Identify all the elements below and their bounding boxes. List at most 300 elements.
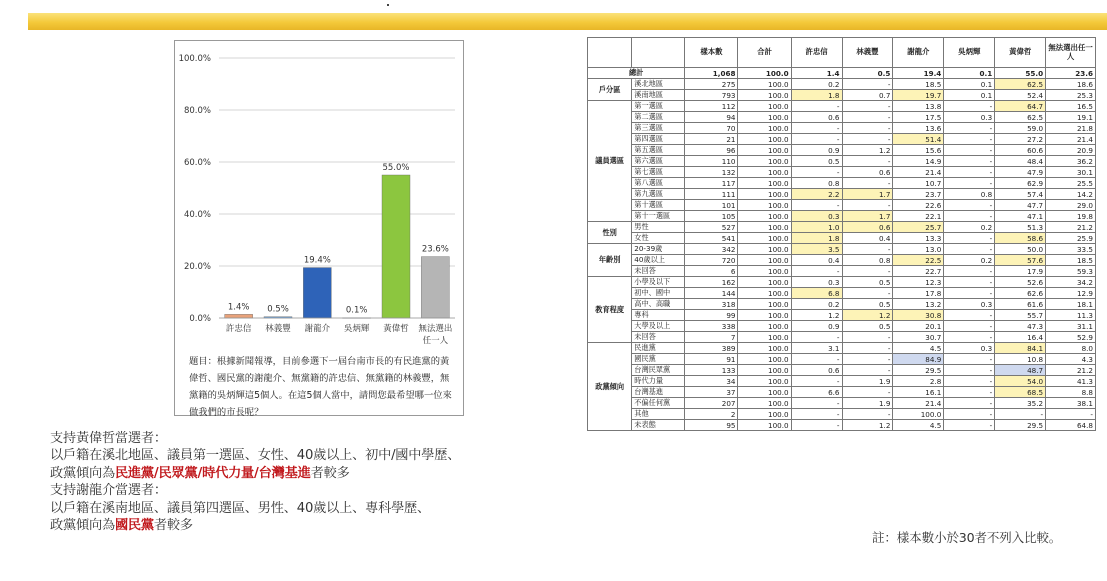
table-row <box>588 112 1096 123</box>
table-cell: 2.2 <box>791 189 842 200</box>
table-row <box>588 387 1096 398</box>
table-cell: 112 <box>685 101 738 112</box>
table-cell: 0.5 <box>842 321 893 332</box>
table-cell: 50.0 <box>995 244 1046 255</box>
note-suffix: 者較多 <box>310 465 350 481</box>
table-cell: 61.6 <box>995 299 1046 310</box>
table-header-row <box>588 38 1096 68</box>
table-cell: 342 <box>685 244 738 255</box>
table-cell: - <box>842 112 893 123</box>
table-cell: 100.0 <box>738 145 791 156</box>
table-cell: 19.1 <box>1046 112 1096 123</box>
table-cell: - <box>1046 409 1096 420</box>
table-cell: 0.5 <box>842 299 893 310</box>
table-cell: 18.5 <box>1046 255 1096 266</box>
table-cell: - <box>842 123 893 134</box>
table-cell: 100.0 <box>738 332 791 343</box>
row-label: 初中、國中 <box>632 288 685 299</box>
note-line-5: 以戶籍在溪南地區、議員第四選區、男性、40歲以上、專科學歷、 <box>50 500 431 516</box>
table-cell: 100.0 <box>738 354 791 365</box>
row-label: 40歲以上 <box>632 255 685 266</box>
table-cell: 17.9 <box>995 266 1046 277</box>
bar <box>303 268 331 318</box>
column-header: 謝龍介 <box>893 38 944 68</box>
table-cell: 1.2 <box>842 420 893 431</box>
row-label: 總計 <box>588 68 685 79</box>
table-cell: - <box>842 365 893 376</box>
table-cell: 6 <box>685 266 738 277</box>
bar <box>382 175 410 318</box>
table-cell: 100.0 <box>738 255 791 266</box>
note-line-3 <box>50 465 570 482</box>
row-group-label: 年齡別 <box>588 244 632 277</box>
table-cell: 36.2 <box>1046 156 1096 167</box>
vote-chart <box>174 40 464 416</box>
table-cell: - <box>791 134 842 145</box>
table-cell: - <box>944 310 995 321</box>
table-cell: 25.9 <box>1046 233 1096 244</box>
table-cell: 0.2 <box>944 222 995 233</box>
table-cell: 0.1 <box>944 68 995 79</box>
decorative-dot <box>387 4 389 6</box>
table-row <box>588 134 1096 145</box>
table-cell: 1.7 <box>842 211 893 222</box>
table-cell: 3.5 <box>791 244 842 255</box>
table-cell: 23.7 <box>893 189 944 200</box>
table-cell: 16.4 <box>995 332 1046 343</box>
table-cell: 57.6 <box>995 255 1046 266</box>
table-row <box>588 90 1096 101</box>
note-prefix: 政黨傾向為 <box>50 518 115 534</box>
table-cell: 62.5 <box>995 112 1046 123</box>
table-cell: - <box>944 101 995 112</box>
row-label: 第三選區 <box>632 123 685 134</box>
table-cell: 0.5 <box>842 68 893 79</box>
row-label: 台灣民眾黨 <box>632 365 685 376</box>
row-group-label: 議員選區 <box>588 101 632 222</box>
table-cell: 0.6 <box>791 112 842 123</box>
table-cell: 6.8 <box>791 288 842 299</box>
table-cell: 101 <box>685 200 738 211</box>
table-cell: 0.4 <box>842 233 893 244</box>
table-cell: 57.4 <box>995 189 1046 200</box>
table-cell: 111 <box>685 189 738 200</box>
table-cell: - <box>842 409 893 420</box>
table-cell: 338 <box>685 321 738 332</box>
table-cell: 18.6 <box>1046 79 1096 90</box>
row-label: 其他 <box>632 409 685 420</box>
bar-value-label: 19.4% <box>303 255 331 266</box>
table-cell: 100.0 <box>738 277 791 288</box>
table-cell: 20.1 <box>893 321 944 332</box>
table-row <box>588 288 1096 299</box>
row-label: 第七選區 <box>632 167 685 178</box>
table-cell: 1.0 <box>791 222 842 233</box>
table-cell: 1.9 <box>842 398 893 409</box>
y-tick-label: 40.0% <box>183 210 211 220</box>
table-cell: - <box>842 156 893 167</box>
table-cell: 1.8 <box>791 90 842 101</box>
table-cell: - <box>944 321 995 332</box>
bar-value-label: 0.5% <box>267 304 289 315</box>
category-label: 無法選出 <box>418 324 453 334</box>
table-row <box>588 321 1096 332</box>
table-cell: 60.6 <box>995 145 1046 156</box>
table-cell: 21.4 <box>893 398 944 409</box>
row-group-label: 政黨傾向 <box>588 343 632 431</box>
row-label: 台灣基進 <box>632 387 685 398</box>
table-cell: 100.0 <box>738 90 791 101</box>
row-label: 小學及以下 <box>632 277 685 288</box>
row-label: 專科 <box>632 310 685 321</box>
table-cell: - <box>944 200 995 211</box>
table-cell: 1.2 <box>842 310 893 321</box>
table-cell: 47.3 <box>995 321 1046 332</box>
row-label: 未表態 <box>632 420 685 431</box>
table-row <box>588 266 1096 277</box>
row-label: 民進黨 <box>632 343 685 354</box>
table-cell: - <box>944 178 995 189</box>
table-cell: 541 <box>685 233 738 244</box>
row-label: 第五選區 <box>632 145 685 156</box>
table-cell: 59.0 <box>995 123 1046 134</box>
column-header: 林義豐 <box>842 38 893 68</box>
table-cell: 30.8 <box>893 310 944 321</box>
row-label: 20-39歲 <box>632 244 685 255</box>
table-row <box>588 189 1096 200</box>
row-label: 第十一選區 <box>632 211 685 222</box>
table-row <box>588 211 1096 222</box>
table-cell: 0.8 <box>791 178 842 189</box>
table-cell: 100.0 <box>738 200 791 211</box>
column-header: 樣本數 <box>685 38 738 68</box>
table-cell: 17.8 <box>893 288 944 299</box>
table-cell: - <box>791 398 842 409</box>
table-cell: 25.5 <box>1046 178 1096 189</box>
table-cell: 52.4 <box>995 90 1046 101</box>
table-cell: 100.0 <box>738 178 791 189</box>
row-label: 第二選區 <box>632 112 685 123</box>
table-cell: 18.1 <box>1046 299 1096 310</box>
table-row <box>588 178 1096 189</box>
table-cell: 54.0 <box>995 376 1046 387</box>
table-cell: 51.3 <box>995 222 1046 233</box>
table-cell: - <box>944 409 995 420</box>
table-cell: - <box>944 211 995 222</box>
table-cell: 13.8 <box>893 101 944 112</box>
table-cell: 3.1 <box>791 343 842 354</box>
table-cell: 12.9 <box>1046 288 1096 299</box>
support-notes <box>50 430 570 534</box>
table-cell: - <box>842 134 893 145</box>
table-cell: - <box>944 332 995 343</box>
header-banner <box>28 13 1107 30</box>
y-tick-label: 80.0% <box>183 106 211 116</box>
table-row <box>588 222 1096 233</box>
row-label: 第六選區 <box>632 156 685 167</box>
category-label: 謝龍介 <box>304 324 331 334</box>
table-row <box>588 277 1096 288</box>
table-row <box>588 398 1096 409</box>
table-cell: - <box>842 343 893 354</box>
table-cell: 59.3 <box>1046 266 1096 277</box>
table-cell: 0.7 <box>842 90 893 101</box>
row-label: 第九選區 <box>632 189 685 200</box>
table-cell: 100.0 <box>893 409 944 420</box>
table-cell: 100.0 <box>738 409 791 420</box>
table-cell: - <box>842 178 893 189</box>
table-cell: 527 <box>685 222 738 233</box>
table-cell: - <box>944 420 995 431</box>
table-cell: 34.2 <box>1046 277 1096 288</box>
note-line-2: 以戶籍在溪北地區、議員第一選區、女性、40歲以上、初中/國中學歷、 <box>50 448 461 464</box>
table-row <box>588 409 1096 420</box>
table-cell: 41.3 <box>1046 376 1096 387</box>
table-cell: 0.1 <box>944 90 995 101</box>
table-cell: - <box>791 332 842 343</box>
note-party-highlight: 民進黨/民眾黨/時代力量/台灣基進 <box>114 465 311 481</box>
table-cell: 48.7 <box>995 365 1046 376</box>
table-cell: 0.8 <box>842 255 893 266</box>
table-row <box>588 156 1096 167</box>
table-cell: 6.6 <box>791 387 842 398</box>
table-cell: 100.0 <box>738 167 791 178</box>
table-cell: - <box>791 376 842 387</box>
table-cell: 1.2 <box>791 310 842 321</box>
table-cell: - <box>791 409 842 420</box>
table-cell: 100.0 <box>738 321 791 332</box>
table-cell: 21.2 <box>1046 222 1096 233</box>
row-group-label: 性別 <box>588 222 632 244</box>
bar-value-label: 55.0% <box>382 163 410 173</box>
table-cell: 100.0 <box>738 266 791 277</box>
row-label: 大學及以上 <box>632 321 685 332</box>
table-cell: 0.5 <box>842 277 893 288</box>
table-cell: 0.6 <box>791 365 842 376</box>
table-cell: 48.4 <box>995 156 1046 167</box>
table-cell: 207 <box>685 398 738 409</box>
table-cell: 0.9 <box>791 321 842 332</box>
table-footnote: 註：樣本數小於30者不列入比較。 <box>872 530 1062 545</box>
table-cell: 47.1 <box>995 211 1046 222</box>
table-row <box>588 167 1096 178</box>
column-header: 無法選出任一人 <box>1046 38 1096 68</box>
table-row <box>588 354 1096 365</box>
table-cell: 21.4 <box>1046 134 1096 145</box>
table-cell: - <box>842 387 893 398</box>
table-row <box>588 255 1096 266</box>
table-row-total <box>588 68 1096 79</box>
table-cell: 34 <box>685 376 738 387</box>
table-cell: - <box>944 244 995 255</box>
table-row <box>588 123 1096 134</box>
table-row <box>588 244 1096 255</box>
table-cell: 1.8 <box>791 233 842 244</box>
table-cell: 13.2 <box>893 299 944 310</box>
row-label: 未回答 <box>632 266 685 277</box>
table-cell: - <box>944 167 995 178</box>
y-tick-label: 0.0% <box>189 314 211 324</box>
table-cell: 144 <box>685 288 738 299</box>
table-cell: - <box>842 332 893 343</box>
table-cell: - <box>944 134 995 145</box>
table-cell: 37 <box>685 387 738 398</box>
table-cell: 110 <box>685 156 738 167</box>
table-cell: 35.2 <box>995 398 1046 409</box>
table-cell: - <box>944 145 995 156</box>
table-cell: 62.5 <box>995 79 1046 90</box>
table-cell: - <box>944 288 995 299</box>
note-party-highlight: 國民黨 <box>114 518 154 534</box>
bar-value-label: 1.4% <box>227 302 250 313</box>
table-cell: - <box>995 409 1046 420</box>
table-cell: 100.0 <box>738 222 791 233</box>
table-cell: 7 <box>685 332 738 343</box>
table-cell: 100.0 <box>738 79 791 90</box>
table-cell: 22.5 <box>893 255 944 266</box>
table-cell: 2 <box>685 409 738 420</box>
table-cell: 0.8 <box>944 189 995 200</box>
row-label: 不偏任何黨 <box>632 398 685 409</box>
table-cell: 19.7 <box>893 90 944 101</box>
table-cell: 47.9 <box>995 167 1046 178</box>
table-cell: 2.8 <box>893 376 944 387</box>
category-label: 吳炳輝 <box>343 324 370 334</box>
table-cell: - <box>842 266 893 277</box>
table-cell: 100.0 <box>738 288 791 299</box>
table-cell: 10.8 <box>995 354 1046 365</box>
table-cell: 29.5 <box>893 365 944 376</box>
table-cell: - <box>944 233 995 244</box>
table-row <box>588 145 1096 156</box>
table-cell: 100.0 <box>738 211 791 222</box>
table-row <box>588 420 1096 431</box>
table-cell: 8.0 <box>1046 343 1096 354</box>
crosstab-table <box>587 37 1096 431</box>
table-row <box>588 299 1096 310</box>
table-cell: 100.0 <box>738 123 791 134</box>
table-cell: 318 <box>685 299 738 310</box>
table-row <box>588 79 1096 90</box>
table-cell: 720 <box>685 255 738 266</box>
table-cell: 0.2 <box>791 299 842 310</box>
y-tick-label: 100.0% <box>178 54 211 64</box>
column-header: 許忠信 <box>791 38 842 68</box>
table-cell: 22.6 <box>893 200 944 211</box>
table-cell: 100.0 <box>738 387 791 398</box>
table-cell: 793 <box>685 90 738 101</box>
note-prefix: 政黨傾向為 <box>50 465 115 481</box>
table-cell: 23.6 <box>1046 68 1096 79</box>
table-cell: 21.2 <box>1046 365 1096 376</box>
table-cell: 91 <box>685 354 738 365</box>
table-cell: - <box>842 79 893 90</box>
bar-value-label: 0.1% <box>345 305 368 316</box>
table-cell: 14.9 <box>893 156 944 167</box>
category-label: 任一人 <box>422 336 449 346</box>
table-cell: 0.5 <box>791 156 842 167</box>
table-cell: 84.1 <box>995 343 1046 354</box>
table-cell: 21.8 <box>1046 123 1096 134</box>
table-cell: 4.3 <box>1046 354 1096 365</box>
table-cell: 100.0 <box>738 134 791 145</box>
table-row <box>588 332 1096 343</box>
table-cell: 0.3 <box>944 112 995 123</box>
table-cell: - <box>944 277 995 288</box>
table-cell: 51.4 <box>893 134 944 145</box>
row-label: 國民黨 <box>632 354 685 365</box>
bar-value-label: 23.6% <box>421 244 449 255</box>
table-cell: 100.0 <box>738 420 791 431</box>
table-cell: 64.7 <box>995 101 1046 112</box>
table-cell: - <box>944 365 995 376</box>
survey-question: 題目：根據新聞報導，目前參選下一屆台南市長的有民進黨的黃偉哲、國民黨的謝龍介、無黨籍的許忠信、無黨籍的林義豐，無黨籍的吳炳輝這5個人。在這5個人當中，請問您最希望哪一位來做我們的市長呢？ <box>189 356 452 418</box>
note-suffix: 者較多 <box>153 518 193 534</box>
table-cell: 27.2 <box>995 134 1046 145</box>
table-cell: 100.0 <box>738 244 791 255</box>
table-cell: - <box>791 101 842 112</box>
table-cell: 62.6 <box>995 288 1046 299</box>
table-cell: - <box>791 123 842 134</box>
table-cell: 14.2 <box>1046 189 1096 200</box>
bar <box>225 314 253 318</box>
table-cell: 38.1 <box>1046 398 1096 409</box>
table-cell: 22.1 <box>893 211 944 222</box>
table-cell: 19.8 <box>1046 211 1096 222</box>
row-group-label: 戶分區 <box>588 79 632 101</box>
table-cell: - <box>791 354 842 365</box>
y-tick-label: 20.0% <box>183 262 211 272</box>
table-cell: 1.2 <box>842 145 893 156</box>
table-cell: - <box>944 354 995 365</box>
table-cell: - <box>944 156 995 167</box>
table-cell: 0.6 <box>842 167 893 178</box>
table-cell: 16.1 <box>893 387 944 398</box>
table-cell: 1,068 <box>685 68 738 79</box>
table-cell: - <box>842 101 893 112</box>
table-row <box>588 376 1096 387</box>
row-label: 第十選區 <box>632 200 685 211</box>
table-cell: 22.7 <box>893 266 944 277</box>
table-cell: 100.0 <box>738 233 791 244</box>
table-cell: 0.3 <box>944 299 995 310</box>
table-cell: - <box>791 266 842 277</box>
table-cell: 68.5 <box>995 387 1046 398</box>
table-cell: 100.0 <box>738 299 791 310</box>
table-cell: 100.0 <box>738 189 791 200</box>
table-cell: 55.0 <box>995 68 1046 79</box>
table-row <box>588 101 1096 112</box>
table-cell: 10.7 <box>893 178 944 189</box>
table-row <box>588 343 1096 354</box>
table-cell: 100.0 <box>738 101 791 112</box>
table-cell: 20.9 <box>1046 145 1096 156</box>
row-label: 溪南地區 <box>632 90 685 101</box>
table-row <box>588 365 1096 376</box>
table-cell: 100.0 <box>738 365 791 376</box>
table-cell: - <box>791 167 842 178</box>
column-header: 黃偉哲 <box>995 38 1046 68</box>
table-cell: 52.9 <box>1046 332 1096 343</box>
row-label: 男性 <box>632 222 685 233</box>
row-label: 時代力量 <box>632 376 685 387</box>
table-cell: 13.6 <box>893 123 944 134</box>
table-cell: 0.6 <box>842 222 893 233</box>
table-cell: 33.5 <box>1046 244 1096 255</box>
table-cell: - <box>842 244 893 255</box>
table-cell: 162 <box>685 277 738 288</box>
table-cell: 4.5 <box>893 343 944 354</box>
